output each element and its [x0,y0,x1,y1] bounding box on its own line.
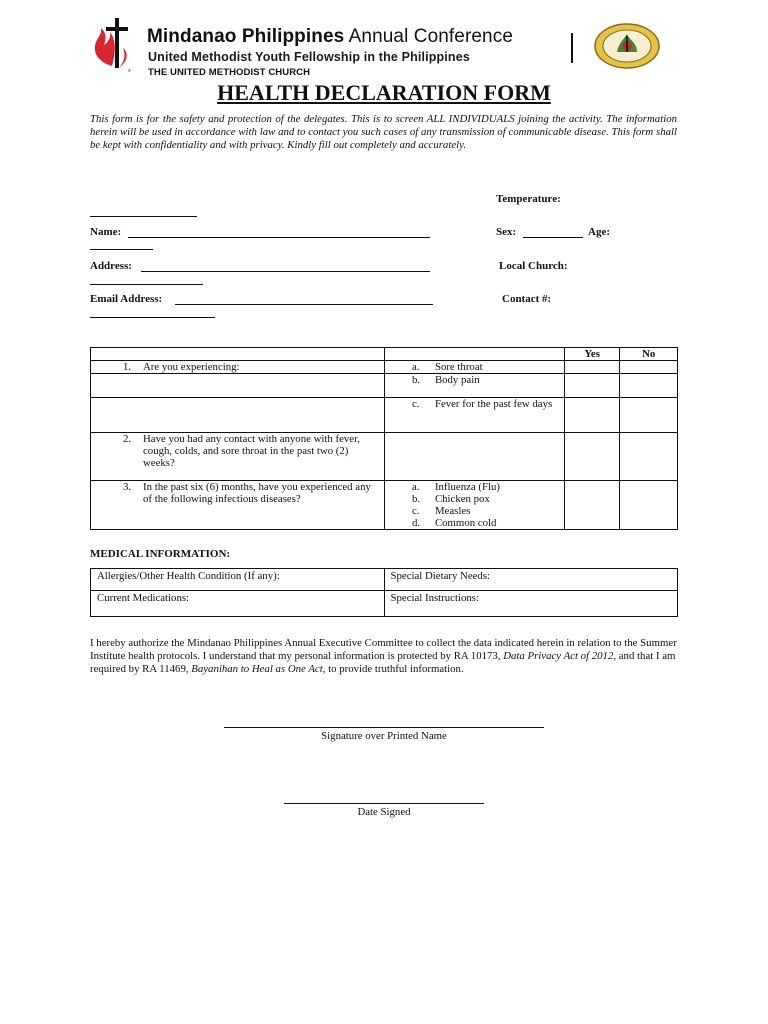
question-1-option-a [384,361,564,374]
option-text: Measles [434,505,471,517]
medical-row-2 [91,591,678,617]
blank-cell [91,374,385,398]
option-letter: b. [411,374,421,386]
header-blank-cell [384,348,564,361]
consent-text: I hereby authorize the Mindanao Philippines Annual Executive Committee to collect the data indicated herein in relation to the Summer Institute health protocols. I understand that my personal information is protected by RA 10173, [90,637,677,662]
conference-title-light: Annual Conference [344,26,513,47]
question-1b-row [91,374,678,398]
option-text: Influenza (Flu) [434,481,500,493]
q1b-no-checkbox[interactable] [620,374,678,398]
signature-line[interactable] [224,727,544,728]
date-signed-line[interactable] [284,803,484,804]
no-column-header: No [620,348,678,361]
intro-paragraph: This form is for the safety and protection of the delegates. This is to screen ALL INDIVIDUALS joining the activity. The information herein will be used in accordance with law and to contact you such cases of any transmission of communicable disease. This form shall be kept with confidentiality and with privacy. Kindly fill out completely and accurately. [90,113,677,151]
current-medications-field[interactable]: Current Medications: [91,591,385,617]
option-letter: c. [411,398,420,410]
question-3-cell [91,481,385,530]
option-text: Body pain [434,374,480,386]
question-2-number: 2. [123,433,132,445]
question-1-option-c [384,398,564,433]
q1a-yes-checkbox[interactable] [564,361,620,374]
consent-text: , and that I am required by RA 11469, [90,650,676,675]
q1a-no-checkbox[interactable] [620,361,678,374]
medical-information-table [90,568,678,617]
bayanihan-act-name: Bayanihan to Heal as One Act, [191,663,326,675]
health-questionnaire-table [90,347,678,530]
allergies-field[interactable]: Allergies/Other Health Condition (If any): [91,569,385,591]
question-1c-row [91,398,678,433]
medical-information-heading: MEDICAL INFORMATION: [90,548,231,560]
question-3-options [384,481,564,530]
email-field[interactable] [175,304,433,305]
temperature-label: Temperature: [496,193,561,205]
question-2-row [91,433,678,481]
question-2-text: Have you had any contact with anyone with fever, cough, colds, and sore throat in the past two (2) weeks? [143,433,360,469]
blank-cell [384,433,564,481]
q1c-no-checkbox[interactable] [620,398,678,433]
table-header-row [91,348,678,361]
address-field[interactable] [141,271,430,272]
conference-title [147,26,513,48]
option-letter: d. [411,517,421,529]
q3-yes-checkbox[interactable] [564,481,620,530]
sex-label: Sex: [496,226,517,238]
name-label: Name: [90,226,122,238]
option-text: Chicken pox [434,493,490,505]
question-3-text: In the past six (6) months, have you experienced any of the following infectious diseases? [143,481,371,505]
age-field[interactable] [90,249,153,250]
data-privacy-act-name: Data Privacy Act of 2012 [503,650,614,662]
question-1-row [91,361,678,374]
q2-yes-checkbox[interactable] [564,433,620,481]
option-letter: a. [411,481,420,493]
temperature-field[interactable] [90,216,197,217]
name-field[interactable] [128,237,430,238]
signature-caption: Signature over Printed Name [321,730,447,742]
united-methodist-cross-flame-logo [88,18,138,74]
option-text: Sore throat [434,361,483,373]
conference-title-bold: Mindanao Philippines [147,26,345,47]
q2-no-checkbox[interactable] [620,433,678,481]
email-label: Email Address: [90,293,163,305]
church-name: THE UNITED METHODIST CHURCH [148,67,311,78]
address-label: Address: [90,260,132,272]
question-1-text: Are you experiencing: [143,361,240,373]
option-letter: b. [411,493,421,505]
special-instructions-field[interactable]: Special Instructions: [384,591,678,617]
question-1-option-b [384,374,564,398]
contact-label: Contact #: [502,293,552,305]
svg-text:®: ® [128,68,131,73]
option-letter: a. [411,361,420,373]
question-3-number: 3. [123,481,132,493]
option-letter: c. [411,505,420,517]
dietary-needs-field[interactable]: Special Dietary Needs: [384,569,678,591]
consent-paragraph [90,637,680,676]
q1b-yes-checkbox[interactable] [564,374,620,398]
age-label: Age: [588,226,610,238]
question-1-cell [91,361,385,374]
q3-no-checkbox[interactable] [620,481,678,530]
question-2-cell [91,433,385,481]
header-blank-cell [91,348,385,361]
question-3-row [91,481,678,530]
form-title: HEALTH DECLARATION FORM [217,80,551,105]
option-text: Common cold [434,517,497,529]
option-text: Fever for the past few days [434,398,553,410]
consent-text: to provide truthful information. [325,663,464,675]
date-signed-caption: Date Signed [357,806,411,818]
question-1-number: 1. [123,361,132,373]
umyfp-seal-logo [593,22,661,70]
q1c-yes-checkbox[interactable] [564,398,620,433]
medical-row-1 [91,569,678,591]
local-church-field[interactable] [90,284,203,285]
blank-cell [91,398,385,433]
contact-field[interactable] [90,317,215,318]
header-divider [571,33,573,63]
fellowship-subtitle: United Methodist Youth Fellowship in the Philippines [148,50,470,64]
sex-field[interactable] [523,237,583,238]
yes-column-header: Yes [564,348,620,361]
local-church-label: Local Church: [499,260,568,272]
